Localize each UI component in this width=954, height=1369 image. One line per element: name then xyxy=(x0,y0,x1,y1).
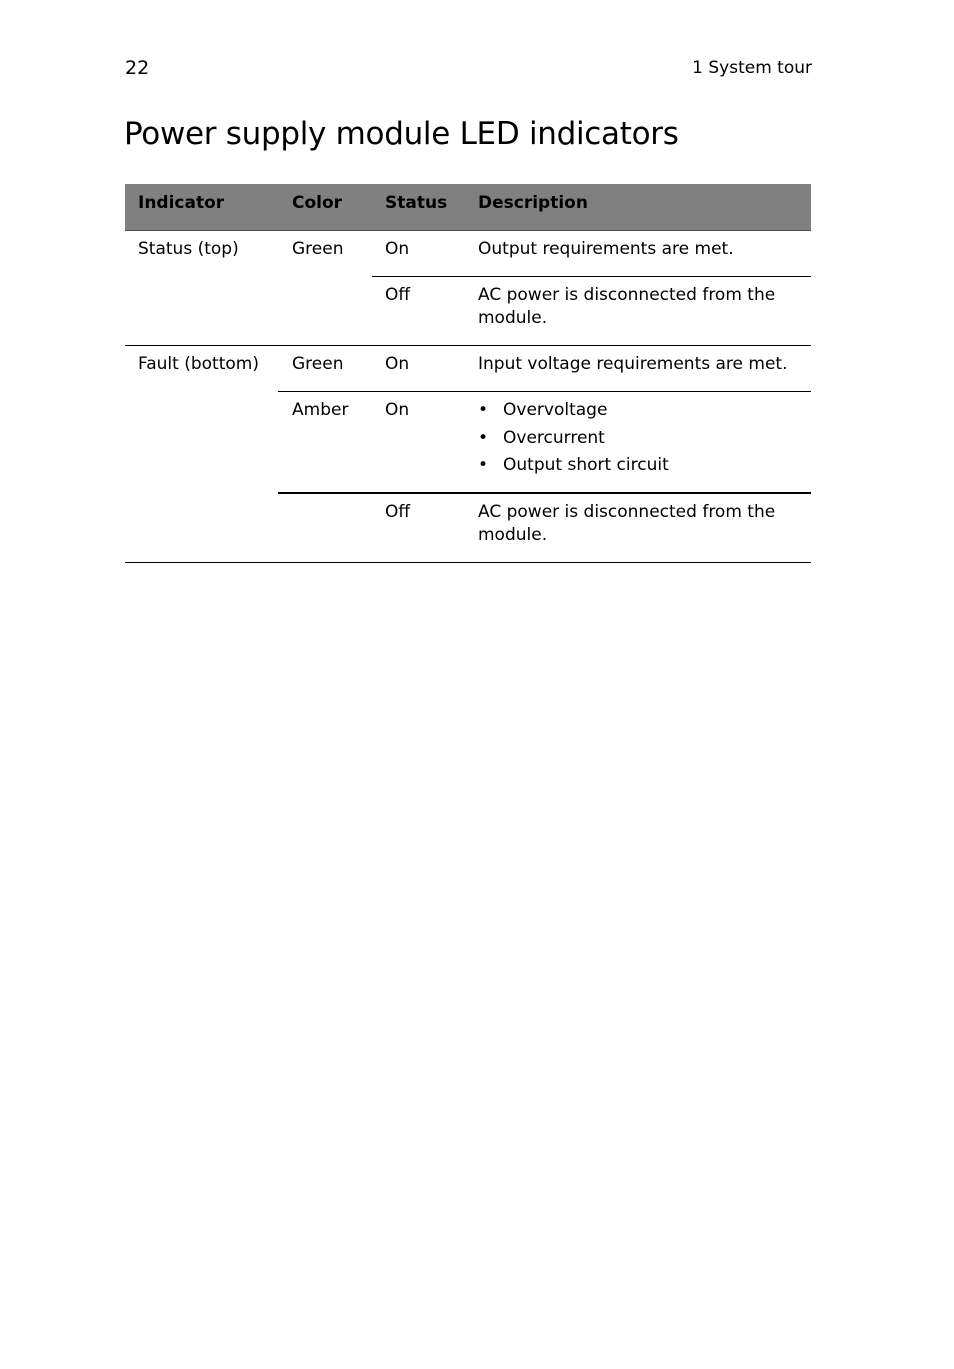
row-divider xyxy=(278,391,811,392)
row-divider xyxy=(278,492,811,494)
bullet-text: Overvoltage xyxy=(503,400,608,420)
cell-color: Amber xyxy=(292,400,349,420)
row-divider xyxy=(372,276,811,277)
cell-description: Output requirements are met. xyxy=(478,239,734,259)
column-header-status: Status xyxy=(385,193,448,213)
cell-indicator: Status (top) xyxy=(138,239,239,259)
table-bottom-border xyxy=(125,562,811,563)
cell-status: On xyxy=(385,239,410,259)
column-header-color: Color xyxy=(292,193,343,213)
cell-status: Off xyxy=(385,502,411,522)
bullet-icon: • xyxy=(478,455,489,475)
list-item xyxy=(478,399,669,427)
description-bullet-list xyxy=(478,399,669,482)
cell-description: Input voltage requirements are met. xyxy=(478,354,788,374)
bullet-text: Output short circuit xyxy=(503,455,669,475)
row-divider xyxy=(125,345,811,346)
bullet-icon: • xyxy=(478,427,489,448)
list-item xyxy=(478,454,669,482)
cell-status: On xyxy=(385,400,410,420)
running-header: 1 System tour xyxy=(692,58,812,78)
cell-color: Green xyxy=(292,354,344,374)
page-title: Power supply module LED indicators xyxy=(124,116,679,152)
page-number: 22 xyxy=(125,57,150,79)
cell-indicator: Fault (bottom) xyxy=(138,354,259,374)
table-header xyxy=(125,184,811,231)
column-header-indicator: Indicator xyxy=(138,193,225,213)
cell-color: Green xyxy=(292,239,344,259)
bullet-text: Overcurrent xyxy=(503,427,605,448)
cell-description: AC power is disconnected from the module. xyxy=(478,285,776,328)
cell-status: On xyxy=(385,354,410,374)
list-item xyxy=(478,427,669,455)
bullet-icon: • xyxy=(478,400,489,420)
column-header-description: Description xyxy=(478,193,588,213)
cell-description: AC power is disconnected from the module. xyxy=(478,502,776,545)
cell-status: Off xyxy=(385,285,411,305)
